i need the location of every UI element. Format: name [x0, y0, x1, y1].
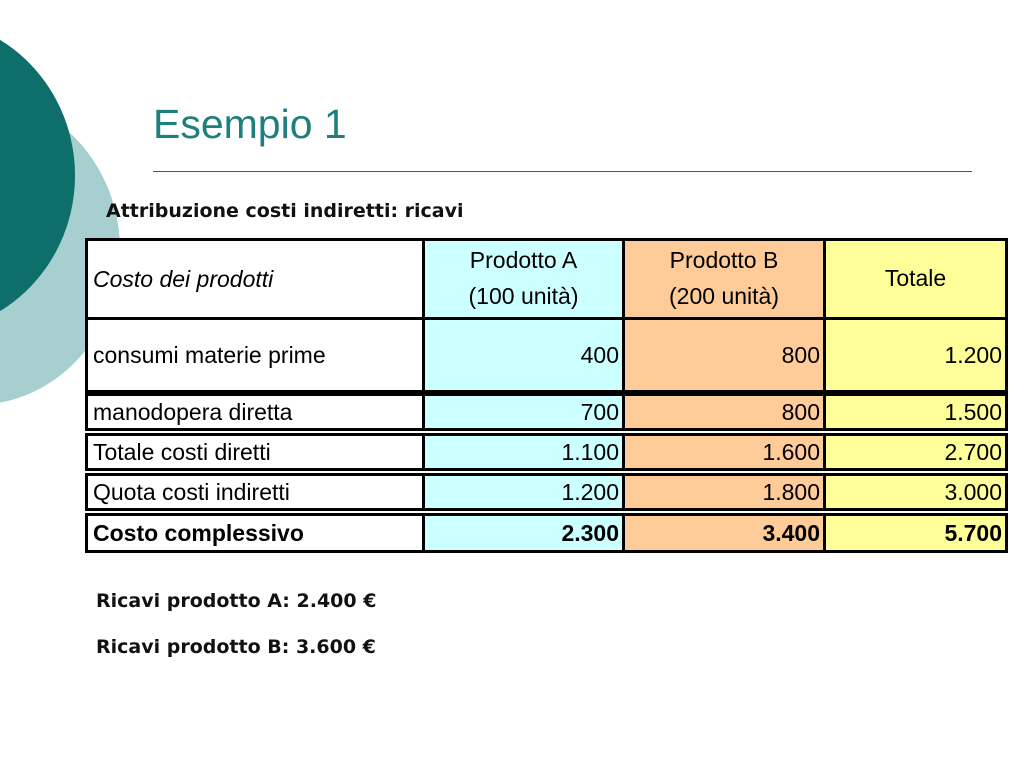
- row-value-total: 3.000: [823, 473, 1008, 511]
- row-value-b: 3.400: [622, 513, 826, 553]
- row-label: manodopera diretta: [85, 393, 425, 431]
- header-product-a-cell: [422, 238, 625, 320]
- header-total-cell: Totale: [823, 238, 1008, 320]
- header-label-cell: Costo dei prodotti: [85, 238, 425, 320]
- row-value-a: 700: [422, 393, 625, 431]
- header-product-b-cell: [622, 238, 826, 320]
- row-label: Quota costi indiretti: [85, 473, 425, 511]
- row-value-total: 5.700: [823, 513, 1008, 553]
- row-value-b: 1.800: [622, 473, 826, 511]
- header-product-a-name: Prodotto A: [469, 247, 578, 274]
- row-label: Totale costi diretti: [85, 433, 425, 471]
- revenue-note-b: Ricavi prodotto B: 3.600 €: [96, 636, 376, 658]
- row-value-a: 1.200: [422, 473, 625, 511]
- header-product-b-units: (200 unità): [669, 283, 779, 309]
- header-product-b-name: Prodotto B: [669, 247, 779, 274]
- row-value-b: 800: [622, 317, 826, 393]
- slide-title: Esempio 1: [153, 101, 347, 147]
- header-product-a-units: (100 unità): [468, 283, 579, 309]
- row-value-b: 1.600: [622, 433, 826, 471]
- row-value-b: 800: [622, 393, 826, 431]
- row-value-a: 2.300: [422, 513, 625, 553]
- cost-table: [85, 238, 1008, 553]
- row-value-total: 1.200: [823, 317, 1008, 393]
- title-divider: [153, 171, 972, 172]
- row-label: consumi materie prime: [85, 317, 425, 393]
- row-value-a: 400: [422, 317, 625, 393]
- row-value-total: 1.500: [823, 393, 1008, 431]
- row-label: Costo complessivo: [85, 513, 425, 553]
- revenue-note-a: Ricavi prodotto A: 2.400 €: [96, 590, 377, 612]
- slide-subtitle: Attribuzione costi indiretti: ricavi: [106, 200, 464, 222]
- row-value-total: 2.700: [823, 433, 1008, 471]
- row-value-a: 1.100: [422, 433, 625, 471]
